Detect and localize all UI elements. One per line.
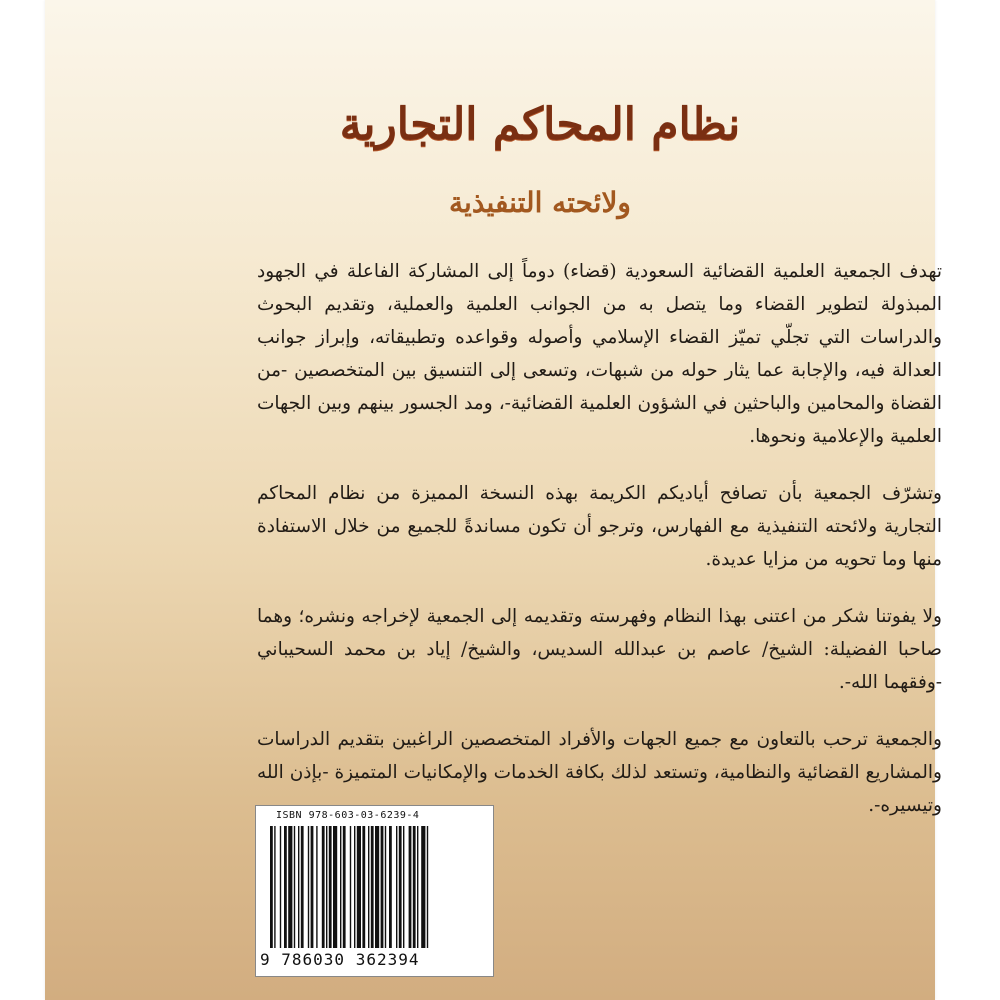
barcode-bar — [357, 826, 361, 948]
barcode-bar — [284, 826, 287, 948]
blurb-text — [257, 255, 942, 846]
blurb-paragraph-1: تهدف الجمعية العلمية القضائية السعودية (قضاء) دوماً إلى المشاركة الفاعلة في الجهود المبذولة لتطوير القضاء وما يتصل به من الجوانب العلمية والعملية، وتقديم البحوث والدراسات التي تجلّي تميّز القضاء الإسلامي وأصوله وقواعده وتطبيقاته، وإبراز جوانب العدالة فيه، والإجابة عما يثار حوله من شبهات، وتسعى إلى التنسيق بين المتخصصين -من القضاة والمحامين والباحثين في الشؤون العلمية القضائية-، ومد الجسور بينهم وبين الجهات العلمية والإعلامية ونحوها. — [257, 261, 942, 447]
barcode-bar — [362, 826, 365, 948]
barcode-bar — [311, 826, 314, 948]
barcode-bar — [396, 826, 397, 948]
barcode-bar — [350, 826, 351, 948]
book-subtitle: ولائحته التنفيذية — [449, 186, 631, 219]
blurb-paragraph-3: ولا يفوتنا شكر من اعتنى بهذا النظام وفهرسته وتقديمه إلى الجمعية لإخراجه ونشره؛ وهما صاحبا الفضيلة: الشيخ/ عاصم بن عبدالله السديس، والشيخ/ إياد بن محمد السحيباني -وفقهما الله-. — [257, 606, 942, 693]
blurb-paragraph-2: وتشرّف الجمعية بأن تصافح أياديكم الكريمة بهذه النسخة المميزة من نظام المحاكم التجارية ولائحته التنفيذية مع الفهارس، وترجو أن تكون مساندةً للجميع من خلال الاستفادة منها وما تحويه من مزايا عديدة. — [257, 483, 942, 570]
barcode-bar — [417, 826, 418, 948]
barcode-bar — [308, 826, 309, 948]
barcode-bar — [421, 826, 425, 948]
barcode-bar — [368, 826, 369, 948]
isbn-text: ISBN 978-603-03-6239-4 — [276, 810, 420, 821]
barcode-bar — [371, 826, 374, 948]
barcode-bar — [375, 826, 379, 948]
barcode-bar — [340, 826, 341, 948]
barcode-bar — [288, 826, 292, 948]
barcode-bar — [333, 826, 337, 948]
barcode-bar — [280, 826, 281, 948]
barcode-bars — [270, 826, 480, 948]
barcode-digits: 9 786030 362394 — [260, 950, 420, 969]
barcode-bar — [413, 826, 416, 948]
barcode-bar — [316, 826, 317, 948]
barcode-bar — [389, 826, 392, 948]
barcode-bar — [409, 826, 412, 948]
barcode-bar — [270, 826, 273, 948]
barcode-bar — [274, 826, 275, 948]
barcode-bar — [322, 826, 325, 948]
barcode-bar — [399, 826, 402, 948]
barcode-bar — [298, 826, 299, 948]
barcode-label — [255, 805, 494, 977]
barcode-bar — [301, 826, 304, 948]
barcode-bar — [427, 826, 428, 948]
barcode-bar — [403, 826, 404, 948]
barcode-bar — [326, 826, 327, 948]
barcode-bar — [343, 826, 346, 948]
barcode-bar — [381, 826, 384, 948]
blurb-paragraph-4: والجمعية ترحب بالتعاون مع جميع الجهات والأفراد المتخصصين الراغبين بتقديم الدراسات والمشاريع القضائية والنظامية، وتستعد لذلك بكافة الخدمات والإمكانيات المتميزة -بإذن الله وتيسيره-. — [257, 729, 942, 816]
barcode-bar — [385, 826, 386, 948]
barcode-bar — [294, 826, 295, 948]
barcode-bar — [329, 826, 332, 948]
book-title: نظام المحاكم التجارية — [339, 99, 741, 150]
barcode-bar — [354, 826, 355, 948]
